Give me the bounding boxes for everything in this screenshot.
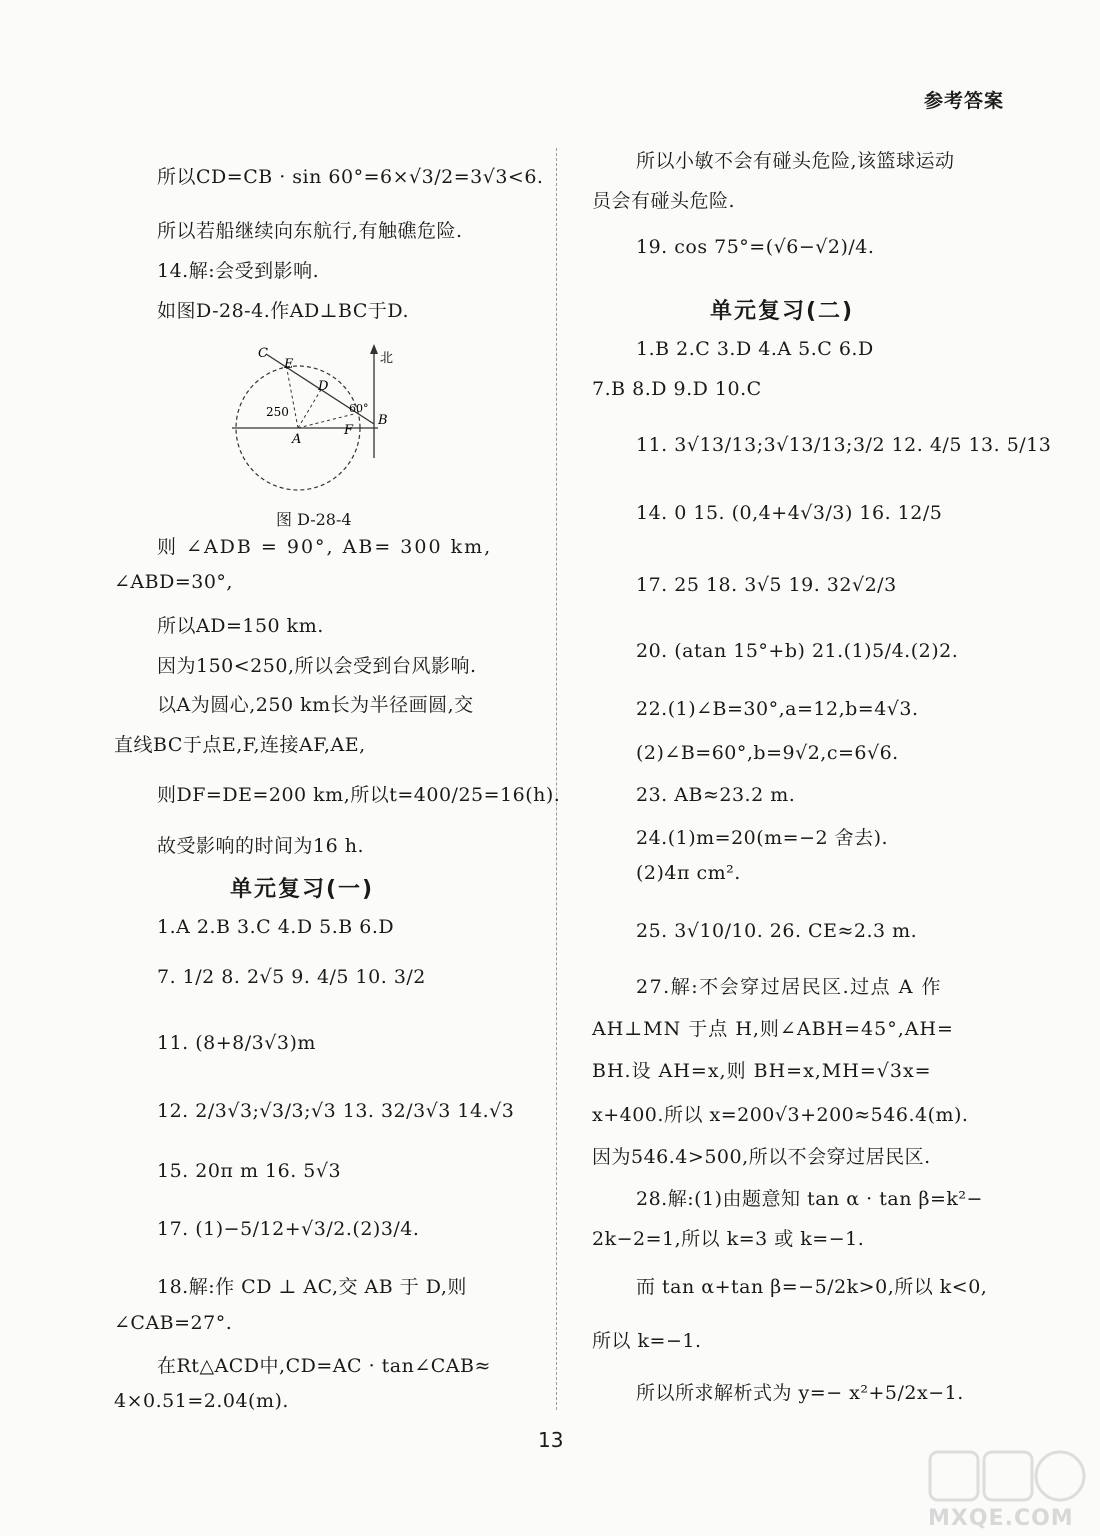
- answer-line: (2)∠B=60°,b=9√2,c=6√6.: [636, 742, 899, 764]
- label-b: B: [378, 413, 388, 428]
- answer-line: 则 ∠ADB = 90°, AB= 300 km,: [157, 536, 493, 558]
- answer-line: 17. 25 18. 3√5 19. 32√2/3: [636, 574, 897, 596]
- answer-line: 而 tan α+tan β=−5/2k>0,所以 k<0,: [636, 1276, 988, 1298]
- answer-line: 所以 k=−1.: [592, 1330, 702, 1352]
- figure-caption: 图 D-28-4: [276, 510, 352, 529]
- answer-line: ∠ABD=30°,: [114, 571, 233, 593]
- answer-line: 20. (atan 15°+b) 21.(1)5/4.(2)2.: [636, 640, 959, 662]
- answer-line: 如图D-28-4.作AD⊥BC于D.: [157, 300, 410, 322]
- answer-line: 员会有碰头危险.: [592, 190, 736, 212]
- answer-line: 19. cos 75°=(√6−√2)/4.: [636, 236, 875, 258]
- answer-line: 因为546.4>500,所以不会穿过居民区.: [592, 1146, 931, 1168]
- figure-d-28-4: [228, 340, 404, 506]
- answer-line: x+400.所以 x=200√3+200≈546.4(m).: [592, 1104, 969, 1126]
- answer-line: 24.(1)m=20(m=−2 舍去).: [636, 827, 889, 849]
- label-north: 北: [380, 351, 394, 366]
- answer-line: 在Rt△ACD中,CD=AC · tan∠CAB≈: [157, 1355, 491, 1377]
- label-angle: 60°: [349, 402, 369, 415]
- answer-line: 因为150<250,所以会受到台风影响.: [157, 655, 477, 677]
- column-divider: [556, 148, 557, 1410]
- answer-line: 所以AD=150 km.: [157, 615, 324, 637]
- segment-ad: [298, 388, 322, 428]
- answer-line: 12. 2/3√3;√3/3;√3 13. 32/3√3 14.√3: [157, 1100, 515, 1122]
- answer-line: 所以若船继续向东航行,有触礁危险.: [157, 220, 463, 242]
- answer-line: 11. 3√13/13;3√13/13;3/2 12. 4/5 13. 5/13: [636, 434, 1052, 456]
- label-radius: 250: [266, 405, 289, 419]
- section-title-unit-review-1: 单元复习(一): [230, 877, 375, 902]
- answer-line: 1.A 2.B 3.C 4.D 5.B 6.D: [157, 916, 395, 938]
- answer-line: 7.B 8.D 9.D 10.C: [592, 378, 762, 400]
- answer-line: 7. 1/2 8. 2√5 9. 4/5 10. 3/2: [157, 966, 426, 988]
- answer-line: AH⊥MN 于点 H,则∠ABH=45°,AH=: [592, 1018, 954, 1040]
- answer-line: 2k−2=1,所以 k=3 或 k=−1.: [592, 1228, 865, 1250]
- answer-line: 22.(1)∠B=30°,a=12,b=4√3.: [636, 698, 919, 720]
- north-arrow-icon: [370, 344, 378, 354]
- answer-line: (2)4π cm².: [636, 862, 741, 884]
- answer-line: 所以所求解析式为 y=− x²+5/2x−1.: [636, 1382, 964, 1404]
- answer-line: 18.解:作 CD ⊥ AC,交 AB 于 D,则: [157, 1276, 467, 1298]
- label-f: F: [344, 423, 354, 438]
- page-header-title: 参考答案: [923, 90, 1004, 112]
- answer-line: 27.解:不会穿过居民区.过点 A 作: [636, 976, 942, 998]
- label-e: E: [284, 357, 294, 372]
- answer-line: 故受影响的时间为16 h.: [157, 835, 364, 857]
- answer-line: 14. 0 15. (0,4+4√3/3) 16. 12/5: [636, 502, 943, 524]
- answer-line: 23. AB≈23.2 m.: [636, 784, 796, 806]
- answer-line: 11. (8+8/3√3)m: [157, 1032, 316, 1054]
- label-c: C: [258, 346, 268, 361]
- answer-line: 所以CD=CB · sin 60°=6×√3/2=3√3<6.: [157, 166, 544, 188]
- answer-line: BH.设 AH=x,则 BH=x,MH=√3x=: [592, 1060, 932, 1082]
- section-title-unit-review-2: 单元复习(二): [710, 299, 855, 324]
- answer-line: 1.B 2.C 3.D 4.A 5.C 6.D: [636, 338, 874, 360]
- answer-line: 以A为圆心,250 km长为半径画圆,交: [157, 694, 474, 716]
- answer-line: 所以小敏不会有碰头危险,该篮球运动: [636, 150, 955, 172]
- answer-line: 4×0.51=2.04(m).: [114, 1390, 289, 1412]
- answer-line: 17. (1)−5/12+√3/2.(2)3/4.: [157, 1218, 420, 1240]
- label-a: A: [292, 432, 302, 447]
- answer-line: 15. 20π m 16. 5√3: [157, 1160, 342, 1182]
- label-d: D: [318, 379, 329, 394]
- answer-line: ∠CAB=27°.: [114, 1312, 233, 1334]
- page-number: 13: [538, 1428, 564, 1452]
- answer-line: 28.解:(1)由题意知 tan α · tan β=k²−: [636, 1188, 983, 1210]
- answer-line: 25. 3√10/10. 26. CE≈2.3 m.: [636, 920, 918, 942]
- answer-line: 直线BC于点E,F,连接AF,AE,: [114, 734, 366, 756]
- answer-line: 则DF=DE=200 km,所以t=400/25=16(h).: [157, 784, 561, 806]
- answer-line: 14.解:会受到影响.: [157, 260, 320, 282]
- watermark-text: MXQE.COM: [928, 1506, 1074, 1531]
